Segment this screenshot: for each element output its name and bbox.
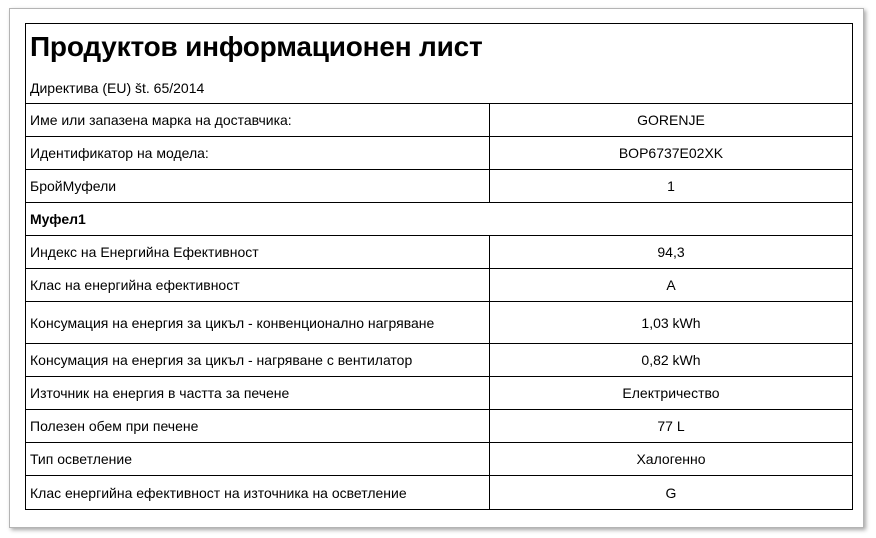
table-row-volume (26, 410, 852, 443)
header-block (26, 24, 852, 104)
row-value: 1,03 kWh (641, 314, 701, 331)
row-label: Полезен обем при печене (26, 410, 490, 442)
row-label: Индекс на Енергийна Ефективност (26, 236, 490, 268)
row-label: Консумация на енергия за цикъл - конвенционално нагряване (26, 302, 490, 343)
row-value: BOP6737E02XK (618, 145, 724, 161)
row-label: Източник на енергия в частта за печене (26, 377, 490, 409)
row-value: A (666, 277, 676, 293)
table-row-consumption-conventional (26, 302, 852, 344)
row-label: БройМуфели (26, 170, 490, 202)
row-value: Халогенно (636, 451, 706, 467)
row-label: Консумация на енергия за цикъл - нагряване с вентилатор (26, 344, 490, 376)
table-row-energy-source (26, 377, 852, 410)
row-label: Име или запазена марка на доставчика: (26, 104, 490, 136)
row-value: Електричество (622, 385, 720, 401)
row-value: 0,82 kWh (641, 352, 701, 368)
info-table (25, 23, 853, 510)
row-value: 94,3 (657, 244, 685, 260)
table-row-model (26, 137, 852, 170)
table-row-lighting-type (26, 443, 852, 476)
table-row-supplier (26, 104, 852, 137)
table-row-muffle-count (26, 170, 852, 203)
row-label: Идентификатор на модела: (26, 137, 490, 169)
directive-subtitle: Директива (EU) št. 65/2014 (30, 80, 205, 96)
product-info-sheet (9, 8, 864, 528)
row-value: 1 (667, 178, 675, 194)
row-label: Клас на енергийна ефективност (26, 269, 490, 301)
row-value: G (665, 484, 677, 501)
page-title: Продуктов информационен лист (30, 31, 483, 62)
row-label: Клас енергийна ефективност на източника на осветление (26, 476, 490, 509)
row-value: 77 L (657, 418, 685, 434)
section-heading-muffle: Муфел1 (26, 203, 852, 236)
table-row-eei (26, 236, 852, 269)
table-row-consumption-fan (26, 344, 852, 377)
table-row-energy-class (26, 269, 852, 302)
table-row-lighting-class (26, 476, 852, 509)
row-value: GORENJE (637, 112, 705, 128)
row-label: Тип осветление (26, 443, 490, 475)
